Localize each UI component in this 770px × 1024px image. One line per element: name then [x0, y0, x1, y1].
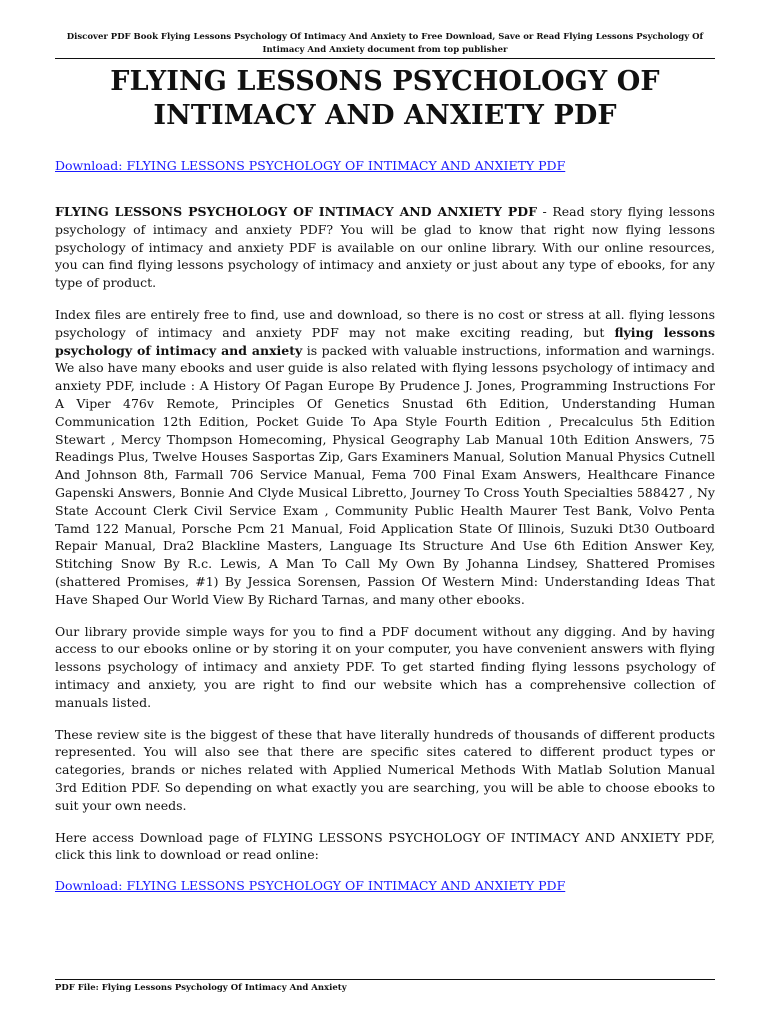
index-text-before: Index files are entirely free to find, use and download, so there is no cost or stress at all. flying lessons psychology of intimacy and anxiety PDF may not make exciting reading, but	[55, 306, 715, 340]
intro-text: - Read story flying lessons psychology of intimacy and anxiety PDF? You will be glad to know that right now flying lessons psychology of intimacy and anxiety PDF is available on our online library. With our online resources, you can find flying lessons psychology of intimacy and anxiety or just about any type of ebooks, for any type of product.	[55, 204, 715, 291]
download-link-bottom-container	[55, 878, 715, 894]
footer: PDF File: Flying Lessons Psychology Of Intimacy And Anxiety	[55, 979, 715, 994]
index-paragraph	[55, 306, 715, 609]
index-bold: flying lessons psychology of intimacy and anxiety	[55, 324, 715, 358]
review-paragraph: These review site is the biggest of these that have literally hundreds of thousands of different products represented. You will also see that there are specific sites catered to different product types or categories, brands or niches related with Applied Numerical Methods With Matlab Solution Manual 3rd Edition PDF. So depending on what exactly you are searching, you will be able to choose ebooks to suit your own needs.	[55, 726, 715, 813]
library-paragraph: Our library provide simple ways for you to find a PDF document without any digging. And by having access to our ebooks online or by storing it on your computer, you have convenient answers with flying lessons psychology of intimacy and anxiety PDF. To get started finding flying lessons psychology of intimacy and anxiety, you are right to find our website which has a comprehensive collection of manuals listed.	[55, 623, 715, 710]
document-page	[55, 0, 715, 1024]
index-text-after: is packed with valuable instructions, information and warnings. We also have many ebooks and user guide is also related with flying lessons psychology of intimacy and anxiety PDF, include : A History Of Pagan Europe By Prudence J. Jones, Programming Instructions For A Viper 476v Remote, Principles Of Genetics Snustad 6th Edition, Understanding Human Communication 12th Edition, Pocket Guide To Apa Style Fourth Edition , Precalculus 5th Edition Stewart , Mercy Thompson Homecoming, Physical Geography Lab Manual 10th Edition Answers, 75 Readings Plus, Twelve Houses Sasportas Zip, Gars Examiners Manual, Solution Manual Physics Cutnell And Johnson 8th, Farmall 706 Service Manual, Fema 700 Final Exam Answers, Healthcare Finance Gapenski Answers, Bonnie And Clyde Musical Libretto, Journey To Cross Youth Specialties 588427 , Ny State Account Clerk Civil Service Exam , Community Public Health Maurer Test Bank, Volvo Penta Tamd 122 Manual, Porsche Pcm 21 Manual, Foid Application State Of Illinois, Suzuki Dt30 Outboard Repair Manual, Dra2 Blackline Masters, Language Its Structure And Use 6th Edition Answer Key, Stitching Snow By R.c. Lewis, A Man To Call My Own By Johanna Lindsey, Shattered Promises (shattered Promises, #1) By Jessica Sorensen, Passion Of Western Mind: Understanding Ideas That Have Shaped Our World View By Richard Tarnas, and many other ebooks.	[55, 342, 715, 607]
intro-paragraph	[55, 203, 715, 292]
download-link-bottom[interactable]: Download: FLYING LESSONS PSYCHOLOGY OF INTIMACY AND ANXIETY PDF	[55, 878, 566, 894]
download-link-top[interactable]: Download: FLYING LESSONS PSYCHOLOGY OF INTIMACY AND ANXIETY PDF	[55, 158, 566, 173]
access-paragraph: Here access Download page of FLYING LESSONS PSYCHOLOGY OF INTIMACY AND ANXIETY PDF, click this link to download or read online:	[55, 829, 715, 863]
intro-bold-lead: FLYING LESSONS PSYCHOLOGY OF INTIMACY AND ANXIETY PDF	[55, 204, 537, 219]
document-title: FLYING LESSONS PSYCHOLOGY OF INTIMACY AND ANXIETY PDF	[110, 66, 660, 131]
header-note: Discover PDF Book Flying Lessons Psychology Of Intimacy And Anxiety to Free Download, Save or Read Flying Lessons Psychology Of Intimacy And Anxiety document from top publisher	[55, 31, 715, 59]
download-link-top-container	[55, 158, 715, 174]
